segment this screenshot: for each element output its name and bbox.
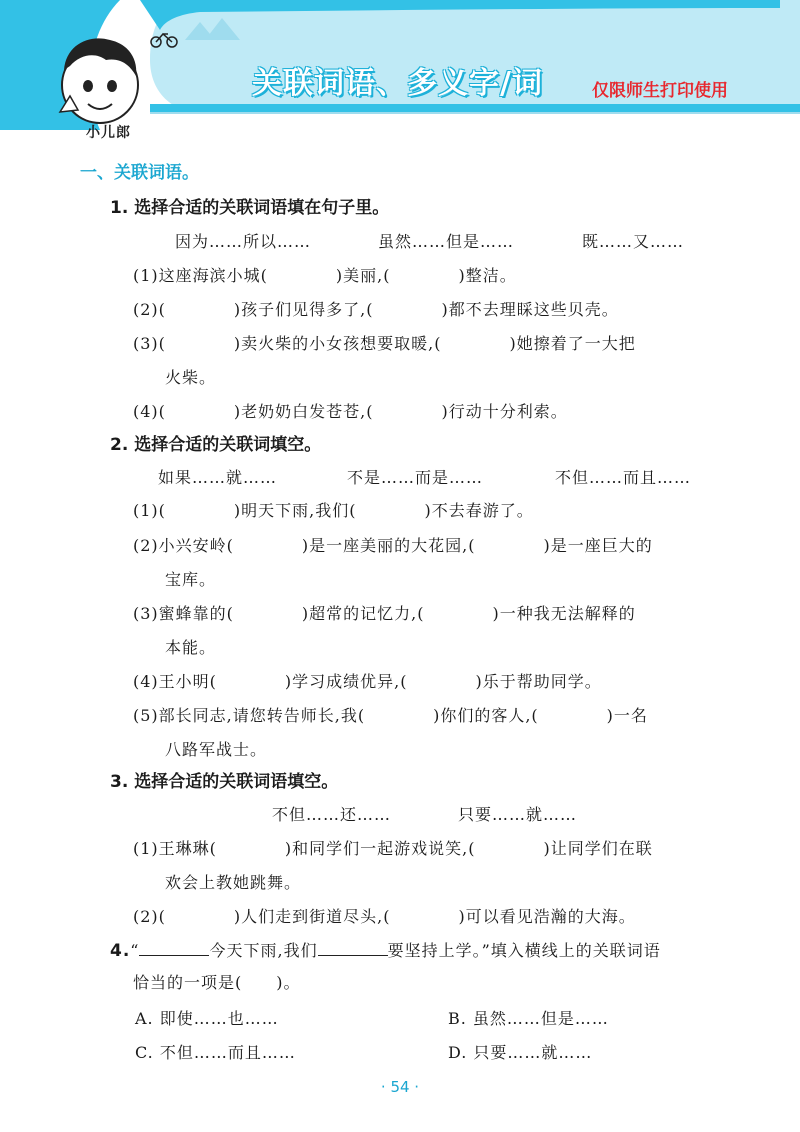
question-4-number: 4. xyxy=(110,941,131,961)
list-item: (1)这座海滨小城( )美丽,( )整洁。 xyxy=(133,266,517,285)
page-header xyxy=(0,0,800,150)
choice-d: D. 只要……就…… xyxy=(448,1043,593,1062)
list-item: (2)( )人们走到街道尽头,( )可以看见浩瀚的大海。 xyxy=(133,907,636,926)
option-word: 既……又…… xyxy=(582,232,685,251)
quote-open: “ xyxy=(130,941,140,960)
answer-blank[interactable] xyxy=(139,941,209,956)
question-4-stem xyxy=(110,938,661,961)
option-word: 虽然……但是…… xyxy=(378,232,515,251)
list-item: 欢会上教她跳舞。 xyxy=(165,873,302,892)
list-item: 八路军战士。 xyxy=(165,740,268,759)
watermark-text: 仅限师生打印使用 xyxy=(592,81,728,101)
list-item: (2)小兴安岭( )是一座美丽的大花园,( )是一座巨大的 xyxy=(133,536,653,555)
list-item: (4)( )老奶奶白发苍苍,( )行动十分利索。 xyxy=(133,402,568,421)
question-3-title: 3. 选择合适的关联词语填空。 xyxy=(110,772,339,792)
choice-b: B. 虽然……但是…… xyxy=(448,1009,609,1028)
choice-a: A. 即使……也…… xyxy=(135,1009,279,1028)
choice-c: C. 不但……而且…… xyxy=(135,1043,296,1062)
option-word: 只要……就…… xyxy=(458,805,578,824)
stem-part: 今天下雨,我们 xyxy=(209,941,318,960)
answer-blank[interactable] xyxy=(318,941,388,956)
page-title: 关联词语、多义字/词 xyxy=(252,66,543,101)
stem-part: 要坚持上学。”填入横线上的关联词语 xyxy=(387,941,661,960)
option-word: 如果……就…… xyxy=(158,468,278,487)
avatar-icon xyxy=(60,38,138,123)
list-item: (1)( )明天下雨,我们( )不去春游了。 xyxy=(133,501,534,520)
question-4-line2: 恰当的一项是( )。 xyxy=(133,973,301,992)
list-item: 宝库。 xyxy=(165,570,217,589)
list-item: (3)( )卖火柴的小女孩想要取暖,( )她擦着了一大把 xyxy=(133,334,636,353)
option-word: 因为……所以…… xyxy=(175,232,312,251)
list-item: 本能。 xyxy=(165,638,217,657)
option-word: 不但……还…… xyxy=(272,805,392,824)
question-1-title: 1. 选择合适的关联词语填在句子里。 xyxy=(110,198,390,218)
list-item: (1)王琳琳( )和同学们一起游戏说笑,( )让同学们在联 xyxy=(133,839,653,858)
list-item: (3)蜜蜂靠的( )超常的记忆力,( )一种我无法解释的 xyxy=(133,604,636,623)
brand-label: 小儿郎 xyxy=(86,125,131,141)
section-title: 一、关联词语。 xyxy=(80,163,199,183)
option-word: 不是……而是…… xyxy=(347,468,484,487)
option-word: 不但……而且…… xyxy=(555,468,692,487)
list-item: (2)( )孩子们见得多了,( )都不去理睬这些贝壳。 xyxy=(133,300,619,319)
list-item: 火柴。 xyxy=(165,368,217,387)
list-item: (5)部长同志,请您转告师长,我( )你们的客人,( )一名 xyxy=(133,706,648,725)
question-2-title: 2. 选择合适的关联词填空。 xyxy=(110,435,322,455)
list-item: (4)王小明( )学习成绩优异,( )乐于帮助同学。 xyxy=(133,672,602,691)
page-number: · 54 · xyxy=(380,1078,420,1096)
